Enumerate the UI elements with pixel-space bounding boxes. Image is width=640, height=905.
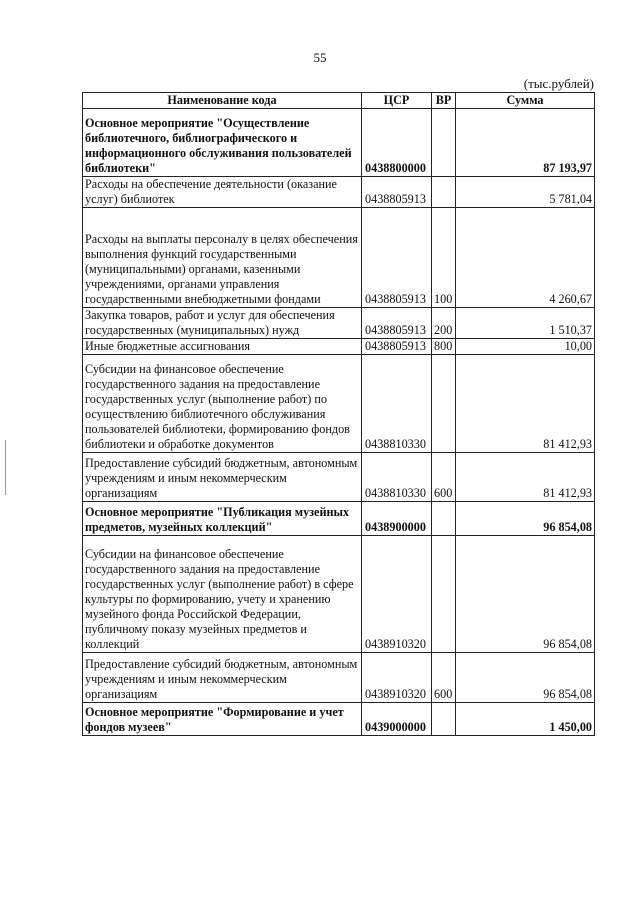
row-sum: 96 854,08 xyxy=(456,653,595,703)
row-vr: 600 xyxy=(432,653,456,703)
row-name: Иные бюджетные ассигнования xyxy=(83,339,362,355)
row-sum: 10,00 xyxy=(456,339,595,355)
row-csr: 0438810330 xyxy=(362,355,432,453)
row-sum: 4 260,67 xyxy=(456,208,595,308)
row-sum: 96 854,08 xyxy=(456,502,595,536)
row-vr: 800 xyxy=(432,339,456,355)
row-vr: 100 xyxy=(432,208,456,308)
row-sum: 81 412,93 xyxy=(456,453,595,502)
header-csr: ЦСР xyxy=(362,93,432,109)
row-csr: 0438805913 xyxy=(362,339,432,355)
row-csr: 0438805913 xyxy=(362,208,432,308)
table-row xyxy=(83,453,595,502)
row-csr: 0439000000 xyxy=(362,703,432,736)
row-name: Предоставление субсидий бюджетным, автономным учреждениям и иным некоммерческим организациям xyxy=(83,653,362,703)
table-header-row xyxy=(83,93,595,109)
row-name: Расходы на выплаты персоналу в целях обеспечения выполнения функций государственными (муниципальными) органами, казенными учреждениями, органами управления государственными внебюджетными фондами xyxy=(83,208,362,308)
row-sum: 81 412,93 xyxy=(456,355,595,453)
table-row xyxy=(83,339,595,355)
row-csr: 0438805913 xyxy=(362,308,432,339)
row-name: Основное мероприятие "Формирование и учет фондов музеев" xyxy=(83,703,362,736)
table-row xyxy=(83,355,595,453)
row-sum: 5 781,04 xyxy=(456,177,595,208)
row-name: Основное мероприятие "Публикация музейных предметов, музейных коллекций" xyxy=(83,502,362,536)
header-sum: Сумма xyxy=(456,93,595,109)
row-sum: 1 450,00 xyxy=(456,703,595,736)
table-row xyxy=(83,536,595,653)
table-row xyxy=(83,653,595,703)
row-name: Расходы на обеспечение деятельности (оказание услуг) библиотек xyxy=(83,177,362,208)
row-csr: 0438900000 xyxy=(362,502,432,536)
row-vr xyxy=(432,109,456,177)
table-row xyxy=(83,109,595,177)
row-csr: 0438805913 xyxy=(362,177,432,208)
table-row xyxy=(83,502,595,536)
row-csr: 0438800000 xyxy=(362,109,432,177)
row-vr: 600 xyxy=(432,453,456,502)
table-row xyxy=(83,208,595,308)
header-vr: ВР xyxy=(432,93,456,109)
row-sum: 87 193,97 xyxy=(456,109,595,177)
row-name: Закупка товаров, работ и услуг для обеспечения государственных (муниципальных) нужд xyxy=(83,308,362,339)
row-csr: 0438910320 xyxy=(362,536,432,653)
header-name: Наименование кода xyxy=(83,93,362,109)
scan-edge-mark xyxy=(5,440,6,495)
row-vr xyxy=(432,177,456,208)
row-name: Субсидии на финансовое обеспечение государственного задания на предоставление государственных услуг (выполнение работ) в сфере культуры по формированию, учету и хранению музейного фонда Российской Федерации, публичному показу музейных предметов и коллекций xyxy=(83,536,362,653)
row-vr xyxy=(432,703,456,736)
row-name: Основное мероприятие "Осуществление библиотечного, библиографического и информационного обслуживания пользователей библиотеки" xyxy=(83,109,362,177)
row-sum: 96 854,08 xyxy=(456,536,595,653)
row-name: Субсидии на финансовое обеспечение государственного задания на предоставление государственных услуг (выполнение работ) по осуществлению библиотечного обслуживания пользователей библиотеки, формированию фондов библиотеки и обработке документов xyxy=(83,355,362,453)
row-vr xyxy=(432,502,456,536)
row-csr: 0438910320 xyxy=(362,653,432,703)
row-csr: 0438810330 xyxy=(362,453,432,502)
page-number: 55 xyxy=(313,50,327,65)
row-vr: 200 xyxy=(432,308,456,339)
table-row xyxy=(83,308,595,339)
row-name: Предоставление субсидий бюджетным, автономным учреждениям и иным некоммерческим организациям xyxy=(83,453,362,502)
table-row xyxy=(83,177,595,208)
row-vr xyxy=(432,355,456,453)
table-row xyxy=(83,703,595,736)
budget-table xyxy=(82,92,595,736)
units-label: (тыс.рублей) xyxy=(523,76,594,91)
row-vr xyxy=(432,536,456,653)
row-sum: 1 510,37 xyxy=(456,308,595,339)
